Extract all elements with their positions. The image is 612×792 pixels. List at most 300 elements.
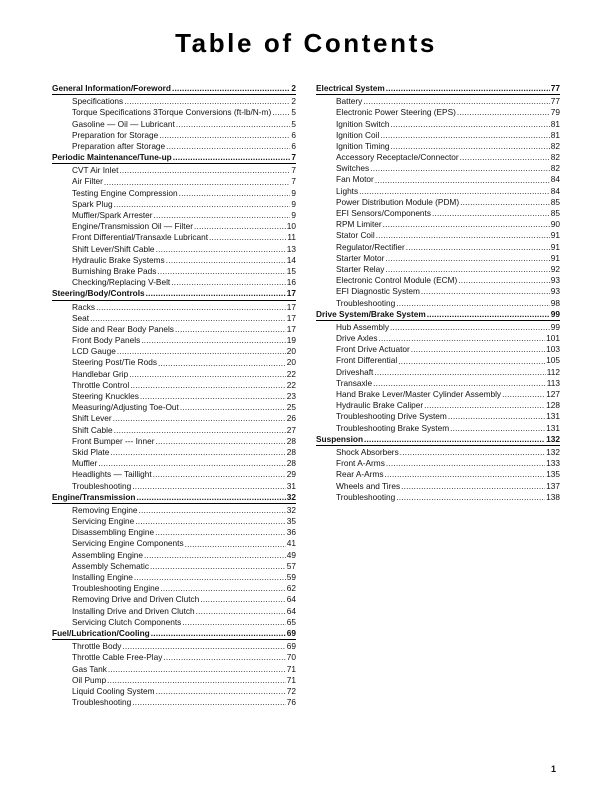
entry-label: EFI Sensors/Components <box>336 208 431 219</box>
entry-label: Air Filter <box>72 176 103 187</box>
dot-leader <box>194 221 286 232</box>
toc-entry[interactable] <box>52 313 296 324</box>
entry-label: Hydraulic Brake Caliper <box>336 400 424 411</box>
toc-entry[interactable] <box>52 199 296 210</box>
dot-leader <box>185 539 286 550</box>
heading-underline <box>52 503 296 504</box>
toc-entry[interactable] <box>52 221 296 232</box>
toc-entry[interactable] <box>316 175 560 186</box>
toc-entry[interactable] <box>316 141 560 152</box>
entry-page-number: 135 <box>546 469 560 480</box>
toc-entry[interactable] <box>52 561 296 572</box>
toc-entry[interactable] <box>52 675 296 686</box>
entry-page-number: 27 <box>286 424 296 435</box>
entry-page-number: 6 <box>291 129 296 140</box>
toc-heading-suspension[interactable] <box>316 434 560 445</box>
dot-leader <box>135 516 286 527</box>
entry-label: Throttle Body <box>72 641 122 652</box>
toc-entry[interactable] <box>52 391 296 402</box>
entry-label: Driveshaft <box>336 366 374 377</box>
dot-leader <box>132 481 286 492</box>
toc-entry[interactable] <box>316 208 560 219</box>
toc-entry[interactable] <box>316 186 560 197</box>
dot-leader <box>117 346 286 357</box>
entry-label: Installing Drive and Driven Clutch <box>72 605 195 616</box>
toc-entry[interactable] <box>316 96 560 107</box>
dot-leader <box>179 188 291 199</box>
dot-leader <box>107 675 286 686</box>
entry-page-number: 105 <box>546 355 560 366</box>
toc-entry[interactable] <box>316 253 560 264</box>
toc-entry[interactable] <box>316 230 560 241</box>
entry-label: Muffler/Spark Arrester <box>72 210 153 221</box>
dot-leader <box>153 469 286 480</box>
entry-page-number: 133 <box>546 458 560 469</box>
dot-leader <box>457 107 550 118</box>
entry-label: Rear A-Arms <box>336 469 384 480</box>
entry-page-number: 36 <box>286 527 296 538</box>
toc-heading-steering-body-controls[interactable] <box>52 288 296 299</box>
toc-entry[interactable] <box>52 652 296 663</box>
dot-leader <box>209 232 286 243</box>
entry-page-number: 93 <box>550 286 560 297</box>
entry-page-number: 22 <box>286 368 296 379</box>
entry-page-number: 84 <box>550 174 560 185</box>
entry-label: Testing Engine Compression <box>72 187 178 198</box>
entry-page-number: 65 <box>286 616 296 627</box>
toc-entry[interactable] <box>316 447 560 458</box>
toc-section-suspension <box>316 434 560 503</box>
toc-heading-fuel-lubrication-cooling[interactable] <box>52 628 296 639</box>
entry-label: Gasoline — Oil — Lubricant <box>72 118 175 129</box>
dot-leader <box>114 199 291 210</box>
section-page-number: 77 <box>550 82 560 93</box>
toc-entry[interactable] <box>316 344 560 355</box>
toc-entry[interactable] <box>52 606 296 617</box>
toc-entry[interactable] <box>52 141 296 152</box>
toc-entry[interactable] <box>52 594 296 605</box>
section-page-number: 132 <box>546 433 560 444</box>
toc-entry[interactable] <box>316 423 560 434</box>
entry-page-number: 99 <box>550 321 560 332</box>
entry-page-number: 10 <box>286 221 296 232</box>
toc-entry[interactable] <box>52 469 296 480</box>
dot-leader <box>406 242 550 253</box>
entry-label: Removing Engine <box>72 504 138 515</box>
entry-label: Steering Knuckles <box>72 391 139 402</box>
toc-entry[interactable] <box>316 275 560 286</box>
entry-label: Servicing Engine <box>72 516 135 527</box>
dot-leader <box>396 492 545 503</box>
entry-label: Servicing Engine Components <box>72 538 184 549</box>
toc-entry[interactable] <box>52 277 296 288</box>
entry-label: Measuring/Adjusting Toe-Out <box>72 402 179 413</box>
toc-entry[interactable] <box>316 458 560 469</box>
entry-label: Front Body Panels <box>72 335 141 346</box>
entry-page-number: 11 <box>287 232 296 243</box>
heading-underline <box>52 639 296 640</box>
section-page-number: 7 <box>291 152 296 163</box>
dot-leader <box>427 309 550 320</box>
toc-entry[interactable] <box>316 264 560 275</box>
entry-label: LCD Gauge <box>72 346 116 357</box>
dot-leader <box>150 561 286 572</box>
toc-entry[interactable] <box>52 505 296 516</box>
entry-label: Liquid Cooling System <box>72 685 155 696</box>
entry-label: Troubleshooting <box>336 491 396 502</box>
dot-leader <box>146 288 286 299</box>
toc-entry[interactable] <box>316 411 560 422</box>
entry-page-number: 77 <box>550 96 560 107</box>
dot-leader <box>391 119 550 130</box>
entry-label: Steering Post/Tie Rods <box>72 357 158 368</box>
toc-entry[interactable] <box>52 617 296 628</box>
entry-label: Ignition Coil <box>336 129 380 140</box>
entry-label: Shift Lever <box>72 413 112 424</box>
toc-entry[interactable] <box>316 152 560 163</box>
toc-entry[interactable] <box>316 378 560 389</box>
dot-leader <box>113 413 286 424</box>
entry-page-number: 103 <box>546 344 560 355</box>
entry-page-number: 31 <box>286 480 296 491</box>
entry-label: RPM Limiter <box>336 219 382 230</box>
dot-leader <box>98 458 286 469</box>
entry-label: Side and Rear Body Panels <box>72 323 174 334</box>
toc-entry[interactable] <box>52 324 296 335</box>
entry-label: Troubleshooting <box>72 697 132 708</box>
dot-leader <box>384 469 545 480</box>
heading-underline <box>316 445 560 446</box>
dot-leader <box>196 606 286 617</box>
toc-entry[interactable] <box>52 572 296 583</box>
entry-page-number: 17 <box>286 301 296 312</box>
toc-section-engine-transmission <box>52 492 296 628</box>
entry-page-number: 69 <box>286 641 296 652</box>
dot-leader <box>144 550 286 561</box>
toc-entry[interactable] <box>52 188 296 199</box>
toc-heading-periodic-maintenance-tune-up[interactable] <box>52 152 296 163</box>
toc-entry[interactable] <box>52 255 296 266</box>
toc-entry[interactable] <box>52 527 296 538</box>
toc-entry[interactable] <box>52 686 296 697</box>
entry-label: Oil Pump <box>72 674 107 685</box>
toc-entry[interactable] <box>52 697 296 708</box>
section-heading-label: Drive System/Brake System <box>316 308 426 319</box>
entry-page-number: 59 <box>286 572 296 583</box>
toc-entry[interactable] <box>52 664 296 675</box>
toc-entry[interactable] <box>316 481 560 492</box>
dot-leader <box>140 391 286 402</box>
entry-page-number: 62 <box>286 583 296 594</box>
dot-leader <box>390 322 550 333</box>
toc-entry[interactable] <box>316 197 560 208</box>
entry-page-number: 64 <box>286 594 296 605</box>
toc-entry[interactable] <box>52 177 296 188</box>
dot-leader <box>272 107 290 118</box>
entry-page-number: 82 <box>550 152 560 163</box>
toc-entry[interactable] <box>52 583 296 594</box>
entry-label: Troubleshooting <box>336 297 396 308</box>
dot-leader <box>375 175 550 186</box>
dot-leader <box>157 266 285 277</box>
entry-page-number: 84 <box>550 185 560 196</box>
entry-label: Shock Absorbers <box>336 446 399 457</box>
toc-entry[interactable] <box>316 356 560 367</box>
toc-heading-general-information-foreword[interactable] <box>52 83 296 94</box>
entry-label: Engine/Transmission Oil — Filter <box>72 221 193 232</box>
toc-entry[interactable] <box>316 333 560 344</box>
section-heading-label: Fuel/Lubrication/Cooling <box>52 627 150 638</box>
entry-page-number: 26 <box>286 413 296 424</box>
entry-page-number: 138 <box>546 491 560 502</box>
dot-leader <box>460 197 550 208</box>
toc-entry[interactable] <box>316 107 560 118</box>
toc-entry[interactable] <box>316 469 560 480</box>
dot-leader <box>172 83 290 94</box>
heading-underline <box>316 94 560 95</box>
entry-label: Shift Lever/Shift Cable <box>72 243 155 254</box>
dot-leader <box>502 389 545 400</box>
toc-entry[interactable] <box>52 369 296 380</box>
dot-leader <box>141 335 286 346</box>
entry-page-number: 19 <box>286 335 296 346</box>
entry-label: Skid Plate <box>72 446 110 457</box>
entry-page-number: 7 <box>291 165 296 176</box>
toc-entry[interactable] <box>316 219 560 230</box>
dot-leader <box>379 333 546 344</box>
entry-label: Accessory Receptacle/Connector <box>336 152 459 163</box>
toc-entry[interactable] <box>52 210 296 221</box>
dot-leader <box>359 186 550 197</box>
toc-section-steering-body-controls <box>52 288 296 491</box>
toc-section-drive-system-brake-system <box>316 309 560 434</box>
toc-entry[interactable] <box>316 242 560 253</box>
toc-entry[interactable] <box>52 425 296 436</box>
toc-entry[interactable] <box>52 539 296 550</box>
entry-page-number: 17 <box>286 323 296 334</box>
toc-heading-drive-system-brake-system[interactable] <box>316 309 560 320</box>
entry-page-number: 101 <box>546 333 560 344</box>
toc-entry[interactable] <box>316 163 560 174</box>
dot-leader <box>432 208 550 219</box>
entry-label: Throttle Control <box>72 379 130 390</box>
entry-label: Hydraulic Brake Systems <box>72 254 165 265</box>
entry-label: Stator Coil <box>336 230 375 241</box>
toc-section-electrical-system <box>316 83 560 309</box>
dot-leader <box>373 378 546 389</box>
toc-entry[interactable] <box>52 130 296 141</box>
entry-label: Front A-Arms <box>336 458 385 469</box>
entry-label: EFI Diagnostic System <box>336 286 420 297</box>
heading-underline <box>52 300 296 301</box>
dot-leader <box>460 152 550 163</box>
toc-entry[interactable] <box>52 550 296 561</box>
entry-label: Burnishing Brake Pads <box>72 265 157 276</box>
entry-page-number: 25 <box>286 402 296 413</box>
entry-label: Front Differential/Transaxle Lubricant <box>72 232 209 243</box>
toc-entry[interactable] <box>316 130 560 141</box>
entry-label: Servicing Clutch Components <box>72 616 182 627</box>
dot-leader <box>155 527 286 538</box>
toc-entry[interactable] <box>52 641 296 652</box>
toc-section-general-information-foreword <box>52 83 296 152</box>
entry-label: Switches <box>336 163 370 174</box>
dot-leader <box>401 481 545 492</box>
entry-page-number: 23 <box>286 391 296 402</box>
entry-label: Shift Cable <box>72 424 113 435</box>
section-heading-label: Steering/Body/Controls <box>52 288 145 299</box>
dot-leader <box>370 163 550 174</box>
toc-entry[interactable] <box>52 119 296 130</box>
entry-label: Headlights — Taillight <box>72 469 152 480</box>
entry-page-number: 72 <box>286 685 296 696</box>
entry-page-number: 28 <box>286 446 296 457</box>
dot-leader <box>160 583 285 594</box>
entry-page-number: 137 <box>546 480 560 491</box>
dot-leader <box>163 652 285 663</box>
toc-entry[interactable] <box>52 335 296 346</box>
toc-heading-engine-transmission[interactable] <box>52 492 296 503</box>
toc-entry[interactable] <box>316 492 560 503</box>
dot-leader <box>396 298 550 309</box>
entry-page-number: 131 <box>546 422 560 433</box>
entry-page-number: 20 <box>286 346 296 357</box>
dot-leader <box>156 436 286 447</box>
heading-underline <box>316 320 560 321</box>
dot-leader <box>386 83 550 94</box>
toc-entry[interactable] <box>52 436 296 447</box>
toc-entry[interactable] <box>52 107 296 118</box>
toc-entry[interactable] <box>52 447 296 458</box>
toc-entry[interactable] <box>316 119 560 130</box>
entry-page-number: 132 <box>546 446 560 457</box>
entry-label: Starter Relay <box>336 263 385 274</box>
toc-entry[interactable] <box>52 358 296 369</box>
toc-entry[interactable] <box>52 266 296 277</box>
toc-entry[interactable] <box>52 516 296 527</box>
toc-entry[interactable] <box>316 389 560 400</box>
toc-entry[interactable] <box>52 96 296 107</box>
dot-leader <box>154 210 291 221</box>
toc-column-right <box>316 83 560 503</box>
section-page-number: 99 <box>550 308 560 319</box>
dot-leader <box>151 628 286 639</box>
toc-entry[interactable] <box>316 400 560 411</box>
toc-entry[interactable] <box>316 286 560 297</box>
entry-label: Torque Specifications 3Torque Conversions (ft-lb/N-m) <box>72 107 272 118</box>
toc-entry[interactable] <box>52 380 296 391</box>
dot-leader <box>448 411 545 422</box>
entry-label: Installing Engine <box>72 572 133 583</box>
entry-label: Specifications <box>72 96 124 107</box>
entry-label: Muffler <box>72 458 98 469</box>
entry-page-number: 82 <box>550 163 560 174</box>
dot-leader <box>450 423 545 434</box>
dot-leader <box>363 96 549 107</box>
entry-page-number: 71 <box>286 663 296 674</box>
toc-entry[interactable] <box>316 298 560 309</box>
entry-page-number: 92 <box>550 263 560 274</box>
entry-page-number: 29 <box>286 469 296 480</box>
dot-leader <box>364 434 545 445</box>
toc-entry[interactable] <box>52 302 296 313</box>
entry-label: Removing Drive and Driven Clutch <box>72 594 200 605</box>
dot-leader <box>385 253 549 264</box>
entry-page-number: 32 <box>286 504 296 515</box>
entry-page-number: 7 <box>291 176 296 187</box>
dot-leader <box>122 641 285 652</box>
entry-label: Checking/Replacing V-Belt <box>72 277 171 288</box>
entry-label: Regulator/Rectifier <box>336 241 405 252</box>
toc-entry[interactable] <box>316 322 560 333</box>
dot-leader <box>114 425 286 436</box>
toc-entry[interactable] <box>52 244 296 255</box>
entry-label: Throttle Cable Free-Play <box>72 652 163 663</box>
section-page-number: 2 <box>291 82 296 93</box>
dot-leader <box>180 402 286 413</box>
entry-page-number: 22 <box>286 379 296 390</box>
entry-page-number: 98 <box>550 297 560 308</box>
dot-leader <box>458 275 550 286</box>
entry-label: Battery <box>336 96 363 107</box>
entry-page-number: 127 <box>546 389 560 400</box>
entry-page-number: 79 <box>550 107 560 118</box>
dot-leader <box>173 152 291 163</box>
heading-underline <box>52 163 296 164</box>
toc-heading-electrical-system[interactable] <box>316 83 560 94</box>
entry-page-number: 14 <box>286 254 296 265</box>
entry-page-number: 81 <box>550 118 560 129</box>
toc-entry[interactable] <box>52 346 296 357</box>
toc-entry[interactable] <box>316 367 560 378</box>
dot-leader <box>129 369 286 380</box>
section-page-number: 17 <box>286 288 296 299</box>
entry-label: Spark Plug <box>72 198 113 209</box>
entry-label: Electronic Power Steering (EPS) <box>336 107 456 118</box>
entry-label: Racks <box>72 301 96 312</box>
entry-label: Transaxle <box>336 377 373 388</box>
entry-page-number: 64 <box>286 605 296 616</box>
toc-entry[interactable] <box>52 413 296 424</box>
dot-leader <box>166 255 286 266</box>
entry-page-number: 5 <box>291 118 296 129</box>
dot-leader <box>166 141 290 152</box>
toc-entry[interactable] <box>52 402 296 413</box>
entry-page-number: 71 <box>286 674 296 685</box>
toc-entry[interactable] <box>52 232 296 243</box>
dot-leader <box>182 617 285 628</box>
dot-leader <box>110 447 285 458</box>
entry-page-number: 90 <box>550 219 560 230</box>
entry-page-number: 13 <box>286 243 296 254</box>
entry-page-number: 6 <box>291 140 296 151</box>
dot-leader <box>424 400 545 411</box>
entry-label: Front Bumper --- Inner <box>72 435 155 446</box>
dot-leader <box>158 358 286 369</box>
dot-leader <box>175 324 286 335</box>
dot-leader <box>400 447 545 458</box>
entry-page-number: 113 <box>546 377 560 388</box>
entry-page-number: 93 <box>550 275 560 286</box>
toc-entry[interactable] <box>52 165 296 176</box>
entry-label: Wheels and Tires <box>336 480 401 491</box>
dot-leader <box>96 302 286 313</box>
entry-label: Front Drive Actuator <box>336 344 410 355</box>
toc-entry[interactable] <box>52 458 296 469</box>
toc-entry[interactable] <box>52 481 296 492</box>
dot-leader <box>391 141 550 152</box>
entry-page-number: 9 <box>291 198 296 209</box>
